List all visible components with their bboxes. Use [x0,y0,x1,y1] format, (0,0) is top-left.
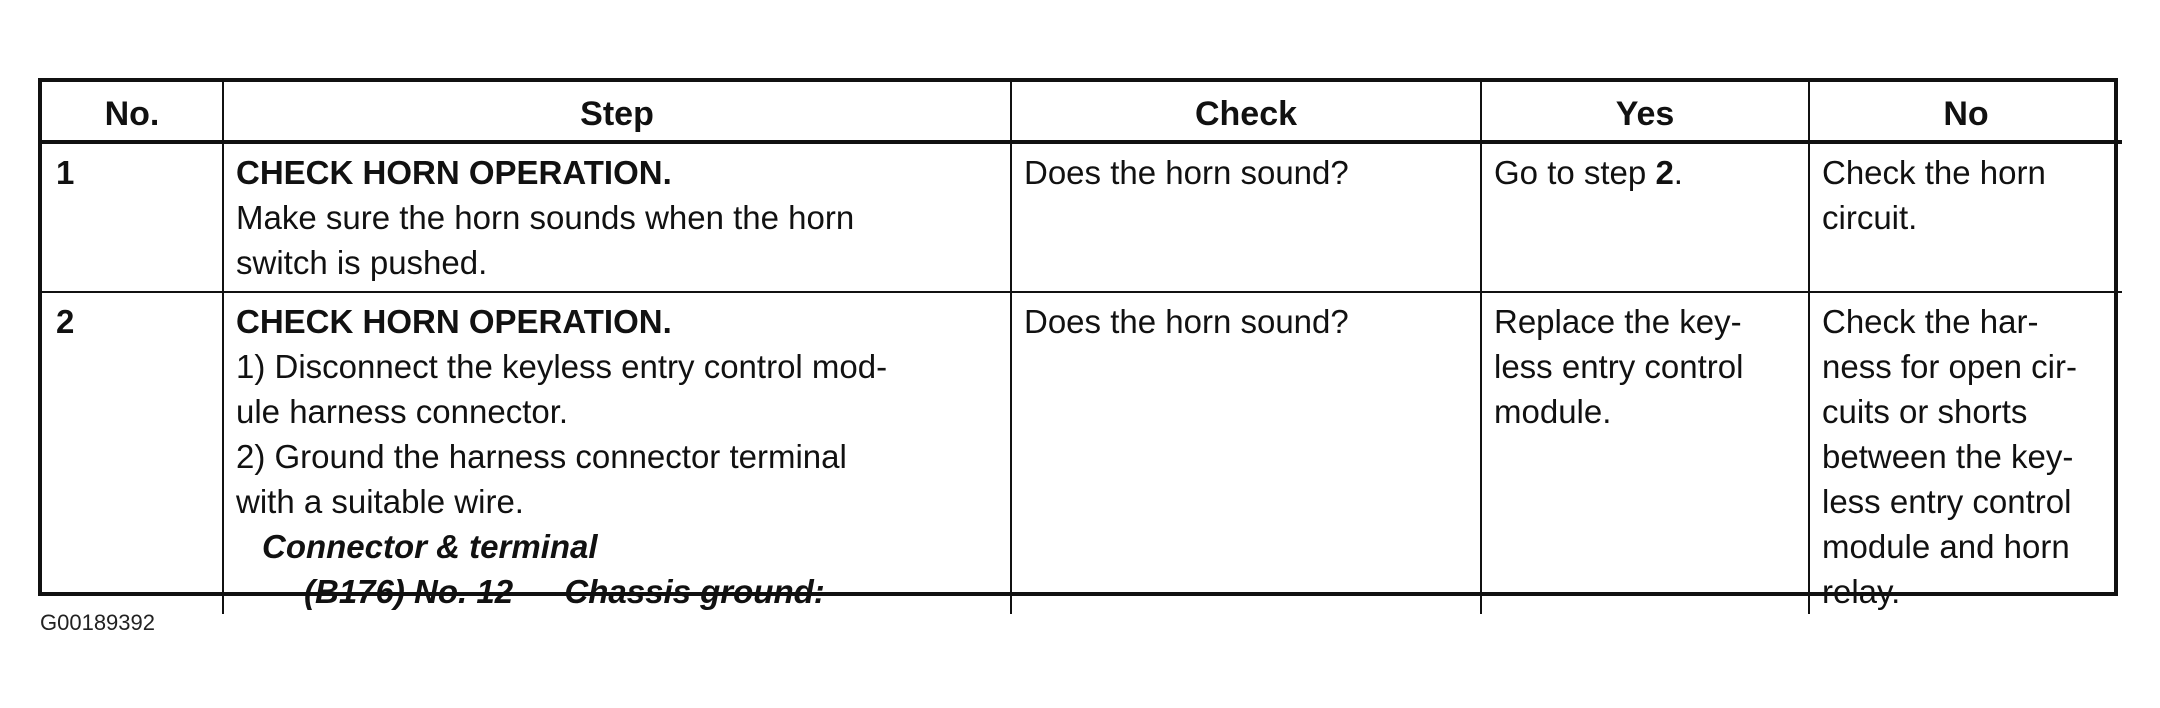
table-row [42,292,2122,614]
row-2-yes-line-2: less entry control [1494,348,1744,385]
row-2-yes-line-3: module. [1494,393,1612,430]
row-2-no-line-1: Check the har- [1822,303,2039,340]
row-1-step-title: CHECK HORN OPERATION. [236,154,672,191]
table-row [42,142,2122,292]
header-no-result: No [1809,82,2122,142]
row-2-check: Does the horn sound? [1011,292,1481,614]
row-1-yes-prefix: Go to step [1494,154,1656,191]
header-yes: Yes [1481,82,1809,142]
row-1-step-line-1: Make sure the horn sounds when the horn [236,199,855,236]
row-2-no-line-5: less entry control [1822,483,2072,520]
figure-code: G00189392 [40,610,155,635]
troubleshooting-table [42,82,2122,614]
row-2-step-line-1: 1) Disconnect the keyless entry control mod- [236,348,888,385]
row-2-step-line-2: ule harness connector. [236,393,569,430]
row-2-number: 2 [42,292,223,614]
row-1-step-line-2: switch is pushed. [236,244,488,281]
row-1-no-line-2: circuit. [1822,199,1918,236]
row-2-connector-label: Connector & terminal [262,528,598,565]
table-header-row [42,82,2122,142]
row-2-no-line-4: between the key- [1822,438,2074,475]
row-2-step-line-3: 2) Ground the harness connector terminal [236,438,847,475]
row-2-no-line-2: ness for open cir- [1822,348,2077,385]
row-2-step [223,292,1011,614]
row-2-connector-value: (B176) No. 12 — Chassis ground: [304,573,825,610]
row-1-yes-suffix: . [1673,154,1683,191]
row-1-no-line-1: Check the horn [1822,154,2046,191]
row-2-no-line-3: cuits or shorts [1822,393,2028,430]
row-1-check: Does the horn sound? [1011,142,1481,292]
header-no: No. [42,82,223,142]
row-2-yes-line-1: Replace the key- [1494,303,1742,340]
troubleshooting-table-frame [38,78,2118,610]
row-2-no-line-6: module and horn [1822,528,2070,565]
header-step: Step [223,82,1011,142]
row-2-no [1809,292,2122,614]
row-2-step-title: CHECK HORN OPERATION. [236,303,672,340]
row-2-step-line-4: with a suitable wire. [236,483,524,520]
header-check: Check [1011,82,1481,142]
row-1-no [1809,142,2122,292]
row-2-yes [1481,292,1809,614]
row-1-yes [1481,142,1809,292]
row-2-no-line-7: relay. [1822,573,1901,610]
row-1-yes-step-ref: 2 [1655,154,1674,191]
row-1-number: 1 [42,142,223,292]
row-1-step [223,142,1011,292]
